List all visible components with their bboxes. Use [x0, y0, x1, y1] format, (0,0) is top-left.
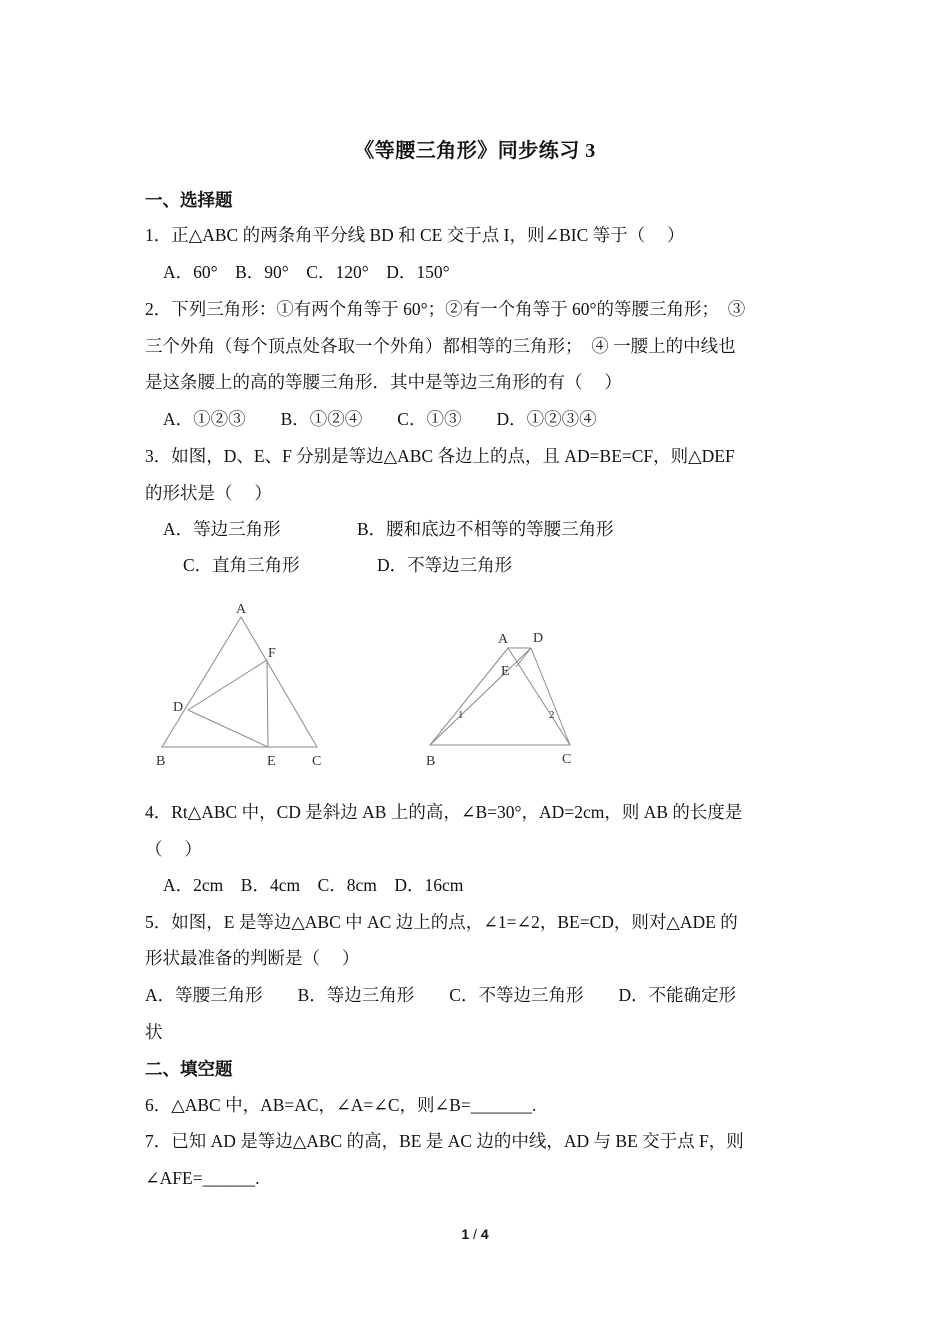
section-heading-choice: 一、选择题 — [145, 190, 233, 210]
page-title: 《等腰三角形》同步练习 3 — [354, 140, 596, 162]
segment-dc — [531, 648, 570, 745]
question-7-line-2: ∠AFE=______. — [145, 1168, 260, 1188]
angle-1-label: 1 — [458, 709, 464, 721]
figure-equilateral-triangle — [150, 595, 340, 775]
question-3-option-c: C．直角三角形 — [183, 555, 300, 575]
current-page: 1 — [461, 1226, 470, 1242]
question-5-line-2: 形状最准备的判断是（ ） — [145, 948, 360, 968]
segment-de — [516, 648, 531, 667]
label-a: A — [236, 602, 247, 617]
question-2-line-2: 三个外角（每个顶点处各取一个外角）都相等的三角形； ④ 一腰上的中线也 — [145, 336, 736, 356]
question-4-line-1: 4．Rt△ABC 中，CD 是斜边 AB 上的高，∠B=30°，AD=2cm，则 AB 的长度是 — [145, 802, 743, 822]
question-5-options: A．等腰三角形 B．等边三角形 C．不等边三角形 D．不能确定形 — [145, 985, 737, 1005]
page-number — [0, 1226, 950, 1242]
question-4-options: A．2cm B．4cm C．8cm D．16cm — [163, 875, 464, 895]
section-heading-fill: 二、填空题 — [145, 1059, 233, 1079]
question-2-options: A．①②③ B．①②④ C．①③ D．①②③④ — [163, 409, 597, 429]
question-3-option-b: B．腰和底边不相等的等腰三角形 — [357, 519, 614, 539]
question-5-line-1: 5．如图，E 是等边△ABC 中 AC 边上的点，∠1=∠2，BE=CD，则对△ADE 的 — [145, 912, 738, 932]
question-1-options: A．60° B．90° C．120° D．150° — [163, 262, 450, 282]
label-b: B — [156, 754, 166, 769]
label-d: D — [173, 700, 184, 715]
question-3-line-1: 3．如图，D、E、F 分别是等边△ABC 各边上的点，且 AD=BE=CF，则△DEF — [145, 446, 735, 466]
label-c: C — [562, 752, 572, 767]
question-6: 6．△ABC 中，AB=AC，∠A=∠C，则∠B=_______. — [145, 1095, 537, 1115]
figure-triangle-ade — [420, 622, 590, 772]
label-e: E — [501, 664, 510, 679]
angle-2-label: 2 — [549, 709, 555, 721]
label-c: C — [312, 754, 322, 769]
label-f: F — [268, 646, 276, 661]
label-a: A — [498, 632, 509, 647]
question-1-stem: 1．正△ABC 的两条角平分线 BD 和 CE 交于点 I，则∠BIC 等于（ ） — [145, 225, 685, 245]
label-e: E — [267, 754, 276, 769]
page-separator: / — [473, 1226, 477, 1242]
question-5-line-4: 状 — [145, 1022, 163, 1042]
question-7-line-1: 7．已知 AD 是等边△ABC 的高，BE 是 AC 边的中线，AD 与 BE 交于点 F，则 — [145, 1131, 744, 1151]
triangle-def — [188, 660, 268, 747]
total-pages: 4 — [480, 1226, 489, 1242]
question-3-option-a: A．等边三角形 — [163, 519, 281, 539]
question-2-line-3: 是这条腰上的高的等腰三角形．其中是等边三角形的有（ ） — [145, 372, 622, 392]
label-b: B — [426, 754, 436, 769]
label-d: D — [533, 631, 544, 646]
question-3-line-2: 的形状是（ ） — [145, 483, 272, 503]
question-3-option-d: D．不等边三角形 — [377, 555, 513, 575]
question-2-line-1: 2．下列三角形：①有两个角等于 60°；②有一个角等于 60°的等腰三角形； ③ — [145, 299, 746, 319]
segment-be — [430, 648, 531, 745]
triangle-abc — [430, 648, 570, 745]
triangle-abc — [162, 617, 317, 747]
question-4-line-2: （ ） — [145, 839, 202, 859]
